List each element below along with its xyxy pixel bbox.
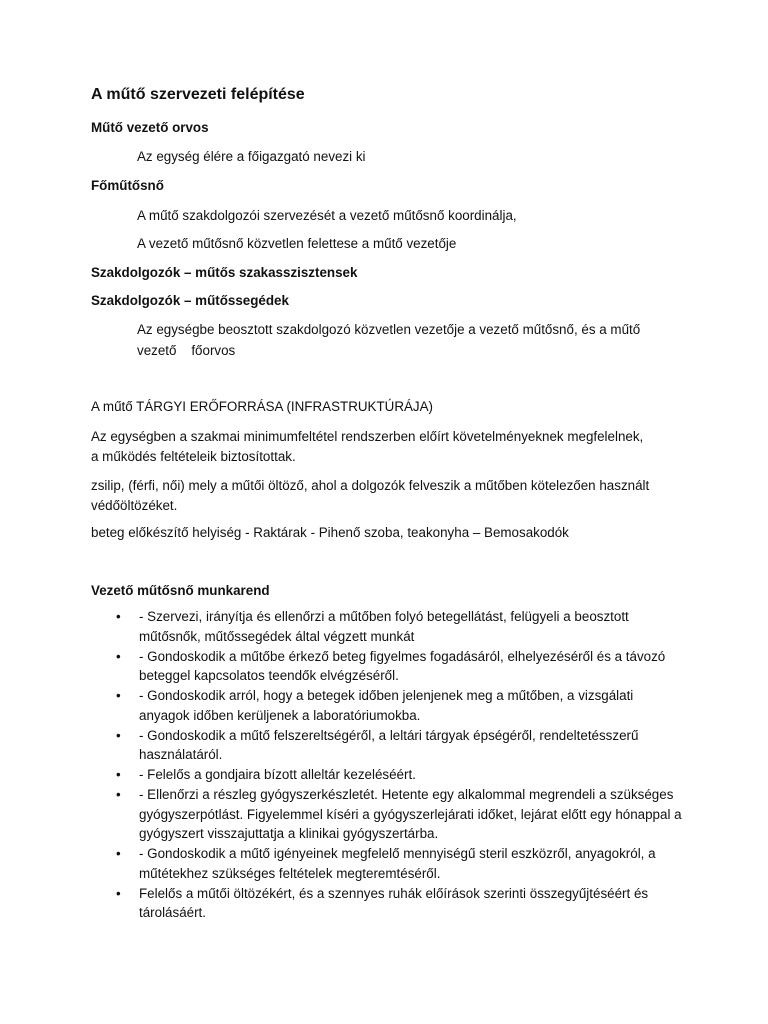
heading-szakasszisztensek: Szakdolgozók – műtős szakasszisztensek	[91, 265, 358, 280]
paragraph-muto-vezeto-orvos: Az egység élére a főigazgató nevezi ki	[137, 149, 366, 164]
list-item	[0, 844, 684, 883]
list-item-text: - Gondoskodik a műtő felszereltségéről, a leltári tárgyak épségéről, rendeltetésszerű használatáról.	[139, 727, 639, 762]
list-item-text: - Gondoskodik a műtő igényeinek megfelelő mennyiségű steril eszközről, anyagokról, a műtétekhez szükséges feltételek megteremtéséről.	[139, 846, 656, 881]
paragraph-fomutosno-1: A műtő szakdolgozói szervezését a vezető műtősnő koordinálja,	[137, 208, 517, 223]
list-item	[0, 726, 684, 765]
list-item-text: - Gondoskodik a műtőbe érkező beteg figyelmes fogadásáról, elhelyezéséről és a távozó beteggel kapcsolatos teendők elvégzéséről.	[139, 648, 666, 683]
duties-list	[0, 607, 768, 923]
heading-mutossegedek: Szakdolgozók – műtőssegédek	[91, 293, 289, 308]
bullet-icon: •	[116, 648, 121, 664]
list-item	[0, 647, 684, 686]
list-item-text: - Ellenőrzi a részleg gyógyszerkészletét. Hetente egy alkalommal megrendeli a szükséges gyógyszerpótlást. Figyelemmel kíséri a gyógyszerlejárati időket, lejárat előtt egy hónappal a gyógyszert visszajuttatja a klinikai gyógyszertárba.	[139, 787, 682, 841]
list-item-text: - Szervezi, irányítja és ellenőrzi a műtőben folyó betegellátást, felügyeli a beosztott műtősnők, műtőssegédek által végzett munkát	[139, 609, 629, 644]
bullet-icon: •	[116, 787, 121, 802]
list-item	[0, 765, 684, 785]
list-item-text: - Gondoskodik arról, hogy a betegek időben jelenjenek meg a műtőben, a vizsgálati anyagok időben kerüljenek a laboratóriumokba.	[139, 688, 634, 723]
bullet-icon: •	[116, 767, 121, 782]
list-item	[0, 884, 684, 923]
bullet-icon: •	[116, 727, 121, 743]
bullet-icon: •	[116, 688, 121, 703]
bullet-icon: •	[116, 846, 121, 861]
paragraph-mutossegedek-1: Az egységbe beosztott szakdolgozó közvetlen vezetője a vezető műtősnő, és a műtő	[137, 322, 641, 337]
paragraph-infra-2: zsilip, (férfi, női) mely a műtői öltöző, ahol a dolgozók felveszik a műtőben kötelezően használt védőöltözéket.	[91, 478, 650, 513]
list-item	[0, 785, 684, 844]
list-item	[0, 607, 684, 646]
paragraph-mutossegedek-2: vezető főorvos	[137, 343, 236, 358]
list-item	[0, 686, 684, 725]
bullet-icon: •	[116, 609, 121, 624]
heading-infrastruktura: A műtő TÁRGYI ERŐFORRÁSA (INFRASTRUKTÚRÁJA)	[91, 399, 434, 414]
list-item-text: Felelős a műtői öltözékért, és a szennyes ruhák előírások szerinti összegyűjtéséért és tárolásáért.	[139, 885, 649, 920]
list-item-text: - Felelős a gondjaira bízott alleltár kezeléséért.	[139, 767, 416, 782]
paragraph-infra-1: Az egységben a szakmai minimumfeltétel rendszerben előírt követelményeknek megfelelnek, a működés feltételeik biztosítottak.	[91, 429, 644, 464]
heading-munkarend: Vezető műtősnő munkarend	[91, 583, 270, 598]
paragraph-infra-3: beteg előkészítő helyiség - Raktárak - Pihenő szoba, teakonyha – Bemosakodók	[91, 525, 569, 540]
heading-muto-vezeto-orvos: Műtő vezető orvos	[91, 120, 209, 135]
page-title: A műtő szervezeti felépítése	[91, 86, 305, 103]
heading-fomutosno: Főműtősnő	[91, 178, 164, 193]
paragraph-fomutosno-2: A vezető műtősnő közvetlen felettese a műtő vezetője	[137, 236, 457, 251]
bullet-icon: •	[116, 885, 121, 901]
